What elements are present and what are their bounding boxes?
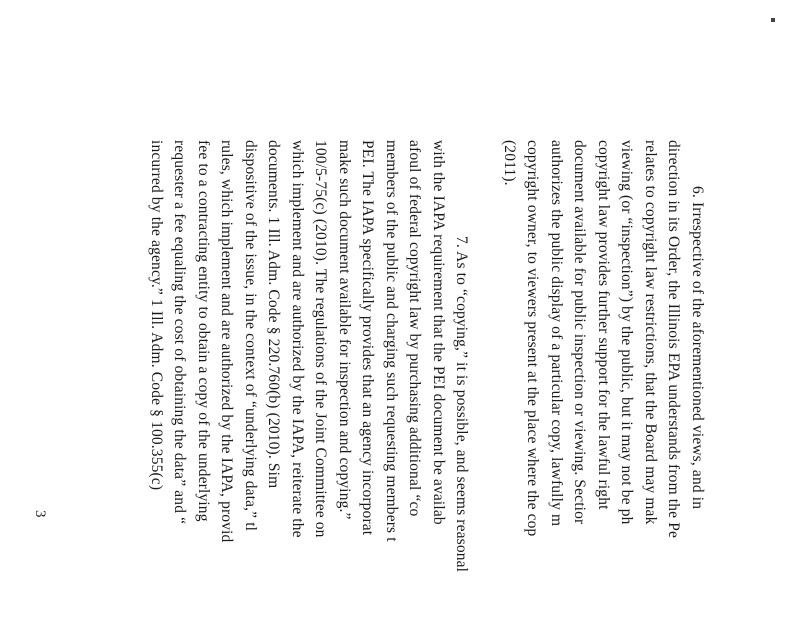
text-line: make such document available for inspection and copying.” [336,140,353,520]
text-line: members of the public and charging such requesting members t [383,140,400,542]
text-line: authorizes the public display of a particular copy, lawfully m [548,140,565,527]
text-line: viewing (or “inspection”) by the public, but it may not be ph [618,140,635,525]
text-line: dispositive of the issue, in the context of “underlying data,” tl [242,140,259,532]
text-line: 6. Irrespective of the aforementioned views, and in [689,186,706,510]
text-line: document available for public inspection or viewing. Sectior [571,140,588,525]
text-line: afoul of federal copyright law by purchasing additional “co [406,140,423,517]
text-line: direction in its Order, the Illinois EPA understands from the Pe [665,140,682,539]
text-line: copyright law provides further support for the lawful right [595,140,612,510]
text-line: requester a fee equaling the cost of obtaining the data” and “ [171,140,188,525]
text-line: rules, which implement and are authorized by the IAPA, provid [218,140,235,543]
page-number: 3 [32,510,48,518]
text-line: which implement and are authorized by the IAPA, reiterate the [289,140,306,538]
text-line: fee to a contracting entity to obtain a copy of the underlying [195,140,212,522]
text-line: (2011). [501,140,518,186]
text-line: documents. 1 Ill. Adm. Code § 220.760(b) (2010). Sim [265,140,282,489]
text-line: PEI. The IAPA specifically provides that an agency incorporat [359,140,376,536]
text-line: 100/5-75(c) (2010). The regulations of the Joint Committee on [312,140,329,538]
text-line: with the IAPA requirement that the PEI document be availab [430,140,447,525]
text-line: relates to copyright law restrictions, that the Board may mak [642,140,659,525]
scan-mark [771,18,775,22]
text-line: incurred by the agency.” 1 Ill. Adm. Code § 100.355(c) [148,140,165,491]
text-line: copyright owner, to viewers present at the place where the cop [524,140,541,537]
text-line: 7. As to “copying,” it is possible, and seems reasonal [453,236,470,573]
